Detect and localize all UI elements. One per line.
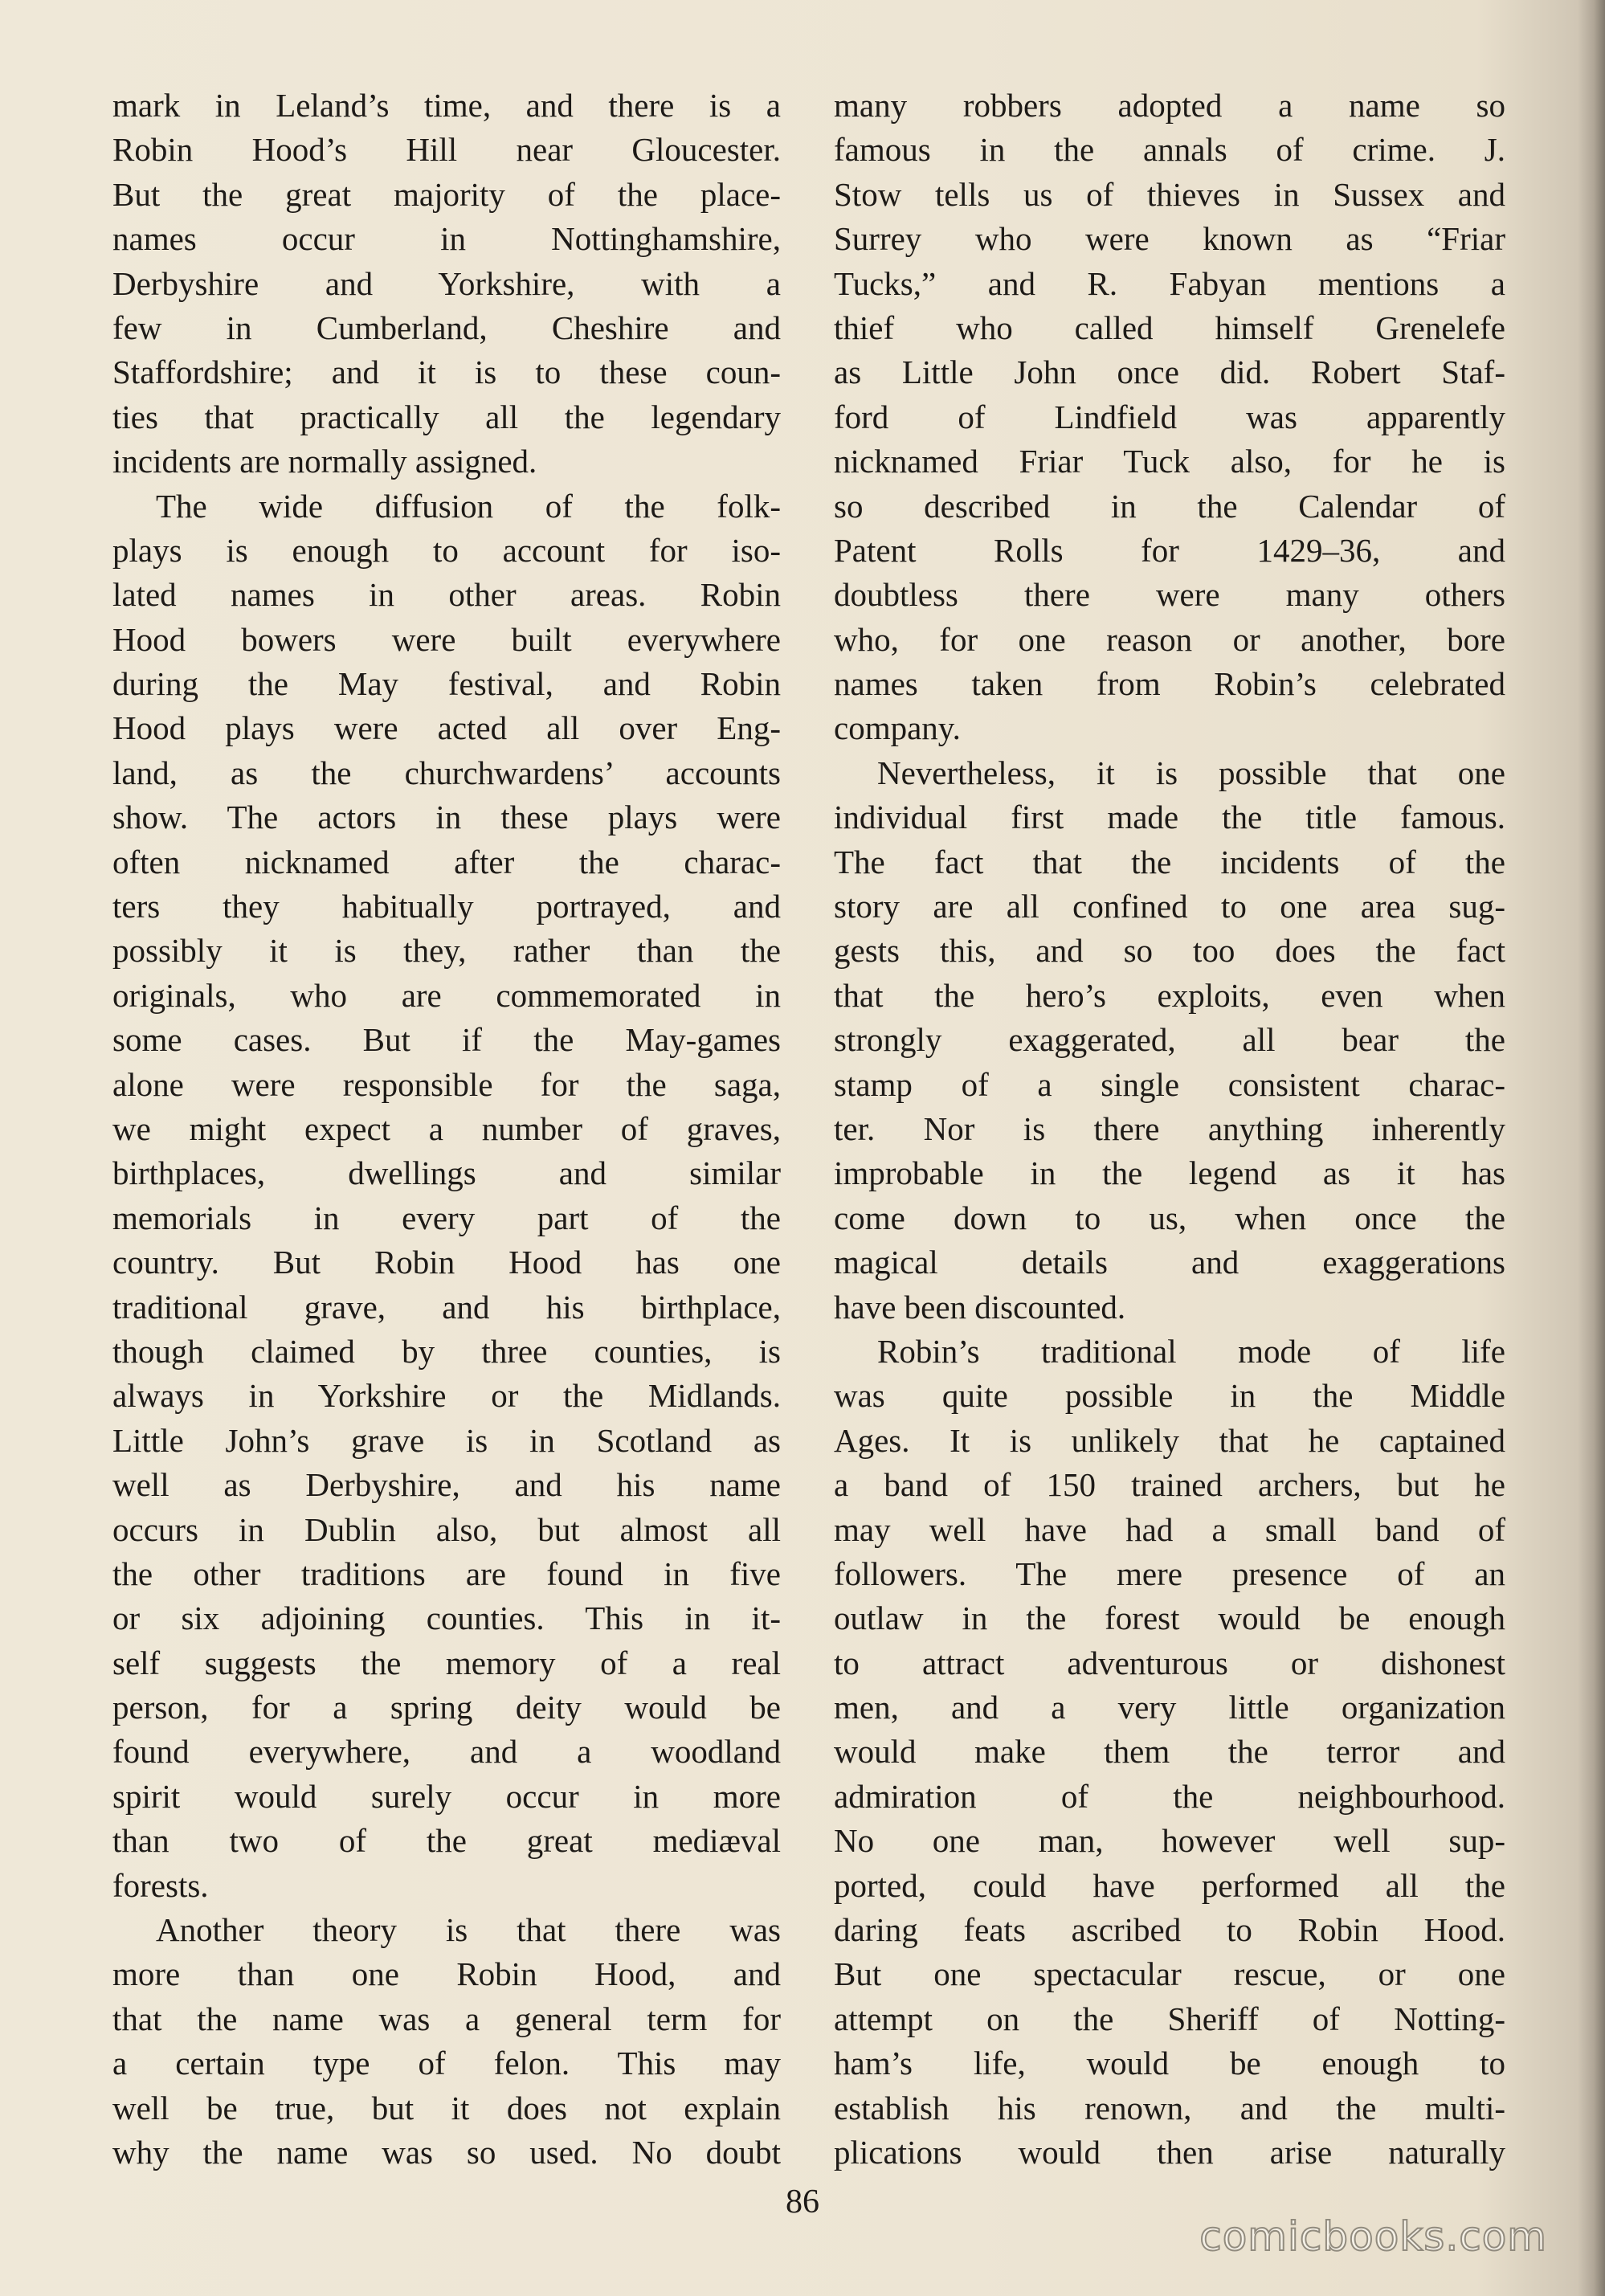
left-column-line: Robin Hood’s Hill near Gloucester. — [112, 131, 781, 169]
right-column-line: followers. The mere presence of an — [834, 1554, 1505, 1592]
right-column-line: admiration of the neighbourhood. — [834, 1777, 1505, 1815]
right-column-line: individual first made the title famous. — [834, 799, 1505, 836]
right-column-line: names taken from Robin’s celebrated — [834, 665, 1505, 703]
left-column-line: found everywhere, and a woodland — [112, 1733, 781, 1771]
watermark-logo: comicbooks.com — [1199, 2213, 1547, 2260]
left-column-line: person, for a spring deity would be — [112, 1689, 781, 1726]
left-column-line: land, as the churchwardens’ accounts — [112, 754, 781, 791]
right-column-line: establish his renown, and the multi- — [834, 2089, 1505, 2126]
left-column-line: ties that practically all the legendary — [112, 398, 781, 435]
left-column-line: plays is enough to account for iso- — [112, 531, 781, 569]
left-column-line: well be true, but it does not explain — [112, 2089, 781, 2126]
right-column-line: may well have had a small band of — [834, 1510, 1505, 1548]
right-column-line: would make them the terror and — [834, 1733, 1505, 1771]
right-column-line: daring feats ascribed to Robin Hood. — [834, 1911, 1505, 1949]
left-column-line: Hood plays were acted all over Eng- — [112, 709, 781, 747]
right-column-line: No one man, however well sup- — [834, 1822, 1505, 1860]
right-column-line: Robin’s traditional mode of life — [877, 1332, 1505, 1370]
left-column-line: spirit would surely occur in more — [112, 1777, 781, 1815]
right-column-line: company. — [834, 709, 961, 747]
right-column-line: thief who called himself Grenelefe — [834, 308, 1505, 346]
right-column-line: Surrey who were known as “Friar — [834, 220, 1505, 258]
left-column-line: Derbyshire and Yorkshire, with a — [112, 264, 781, 302]
right-column-line: to attract adventurous or dishonest — [834, 1644, 1505, 1681]
left-column-line: that the name was a general term for — [112, 2000, 781, 2037]
right-column-line: as Little John once did. Robert Staf- — [834, 353, 1505, 391]
right-column-line: magical details and exaggerations — [834, 1244, 1505, 1281]
right-column-line: men, and a very little organization — [834, 1689, 1505, 1726]
left-column-line: the other traditions are found in five — [112, 1554, 781, 1592]
left-column-line: names occur in Nottinghamshire, — [112, 220, 781, 258]
left-text-column — [112, 84, 781, 2175]
right-column-line: come down to us, when once the — [834, 1199, 1505, 1236]
left-column-line: often nicknamed after the charac- — [112, 843, 781, 880]
left-column-line: possibly it is they, rather than the — [112, 932, 781, 970]
right-column-line: ham’s life, would be enough to — [834, 2045, 1505, 2082]
right-column-line: a band of 150 trained archers, but he — [834, 1466, 1505, 1504]
left-column-line: Hood bowers were built everywhere — [112, 620, 781, 658]
left-column-line: ters they habitually portrayed, and — [112, 888, 781, 925]
right-text-column — [834, 84, 1505, 2175]
left-column-line: why the name was so used. No doubt — [112, 2133, 781, 2171]
right-column-line: ported, could have performed all the — [834, 1866, 1505, 1904]
right-column-line: ter. Nor is there anything inherently — [834, 1109, 1505, 1147]
left-column-line: The wide diffusion of the folk- — [156, 487, 781, 525]
right-column-line: Tucks,” and R. Fabyan mentions a — [834, 264, 1505, 302]
left-column-line: always in Yorkshire or the Midlands. — [112, 1377, 781, 1415]
right-column-line: Patent Rolls for 1429–36, and — [834, 531, 1505, 569]
left-column-line: country. But Robin Hood has one — [112, 1244, 781, 1281]
left-column-line: well as Derbyshire, and his name — [112, 1466, 781, 1504]
right-column-line: strongly exaggerated, all bear the — [834, 1021, 1505, 1059]
left-column-line: few in Cumberland, Cheshire and — [112, 308, 781, 346]
right-column-line: Nevertheless, it is possible that one — [877, 754, 1505, 791]
page-edge-shadow — [1578, 0, 1605, 2296]
left-column-line: Another theory is that there was — [156, 1911, 781, 1949]
right-column-line: ford of Lindfield was apparently — [834, 398, 1505, 435]
right-column-line: story are all confined to one area sug- — [834, 888, 1505, 925]
right-column-line: But one spectacular rescue, or one — [834, 1955, 1505, 1993]
right-column-line: famous in the annals of crime. J. — [834, 131, 1505, 169]
right-column-line: who, for one reason or another, bore — [834, 620, 1505, 658]
right-column-line: so described in the Calendar of — [834, 487, 1505, 525]
right-column-line: plications would then arise naturally — [834, 2133, 1505, 2171]
right-column-line: The fact that the incidents of the — [834, 843, 1505, 880]
right-column-line: attempt on the Sheriff of Notting- — [834, 2000, 1505, 2037]
left-column-line: though claimed by three counties, is — [112, 1332, 781, 1370]
right-column-line: outlaw in the forest would be enough — [834, 1599, 1505, 1637]
left-column-line: forests. — [112, 1866, 209, 1904]
right-column-line: many robbers adopted a name so — [834, 87, 1505, 124]
left-column-line: incidents are normally assigned. — [112, 443, 537, 480]
left-column-line: lated names in other areas. Robin — [112, 576, 781, 614]
left-column-line: Staffordshire; and it is to these coun- — [112, 353, 781, 391]
right-column-line: Ages. It is unlikely that he captained — [834, 1421, 1505, 1459]
right-column-line: improbable in the legend as it has — [834, 1154, 1505, 1192]
right-column-line: stamp of a single consistent charac- — [834, 1065, 1505, 1103]
left-column-line: a certain type of felon. This may — [112, 2045, 781, 2082]
left-column-line: traditional grave, and his birthplace, — [112, 1288, 781, 1326]
left-column-line: during the May festival, and Robin — [112, 665, 781, 703]
left-column-line: alone were responsible for the saga, — [112, 1065, 781, 1103]
right-column-line: Stow tells us of thieves in Sussex and — [834, 175, 1505, 213]
left-column-line: mark in Leland’s time, and there is a — [112, 87, 781, 124]
left-column-line: originals, who are commemorated in — [112, 976, 781, 1014]
right-column-line: was quite possible in the Middle — [834, 1377, 1505, 1415]
left-column-line: than two of the great mediæval — [112, 1822, 781, 1860]
left-column-line: self suggests the memory of a real — [112, 1644, 781, 1681]
left-column-line: birthplaces, dwellings and similar — [112, 1154, 781, 1192]
right-column-line: nicknamed Friar Tuck also, for he is — [834, 443, 1505, 480]
left-column-line: or six adjoining counties. This in it- — [112, 1599, 781, 1637]
left-column-line: more than one Robin Hood, and — [112, 1955, 781, 1993]
page-number: 86 — [786, 2184, 819, 2220]
right-column-line: have been discounted. — [834, 1288, 1126, 1326]
left-column-line: memorials in every part of the — [112, 1199, 781, 1236]
left-column-line: some cases. But if the May-games — [112, 1021, 781, 1059]
left-column-line: Little John’s grave is in Scotland as — [112, 1421, 781, 1459]
left-column-line: show. The actors in these plays were — [112, 799, 781, 836]
left-column-line: we might expect a number of graves, — [112, 1109, 781, 1147]
right-column-line: doubtless there were many others — [834, 576, 1505, 614]
right-column-line: that the hero’s exploits, even when — [834, 976, 1505, 1014]
right-column-line: gests this, and so too does the fact — [834, 932, 1505, 970]
left-column-line: But the great majority of the place- — [112, 175, 781, 213]
left-column-line: occurs in Dublin also, but almost all — [112, 1510, 781, 1548]
